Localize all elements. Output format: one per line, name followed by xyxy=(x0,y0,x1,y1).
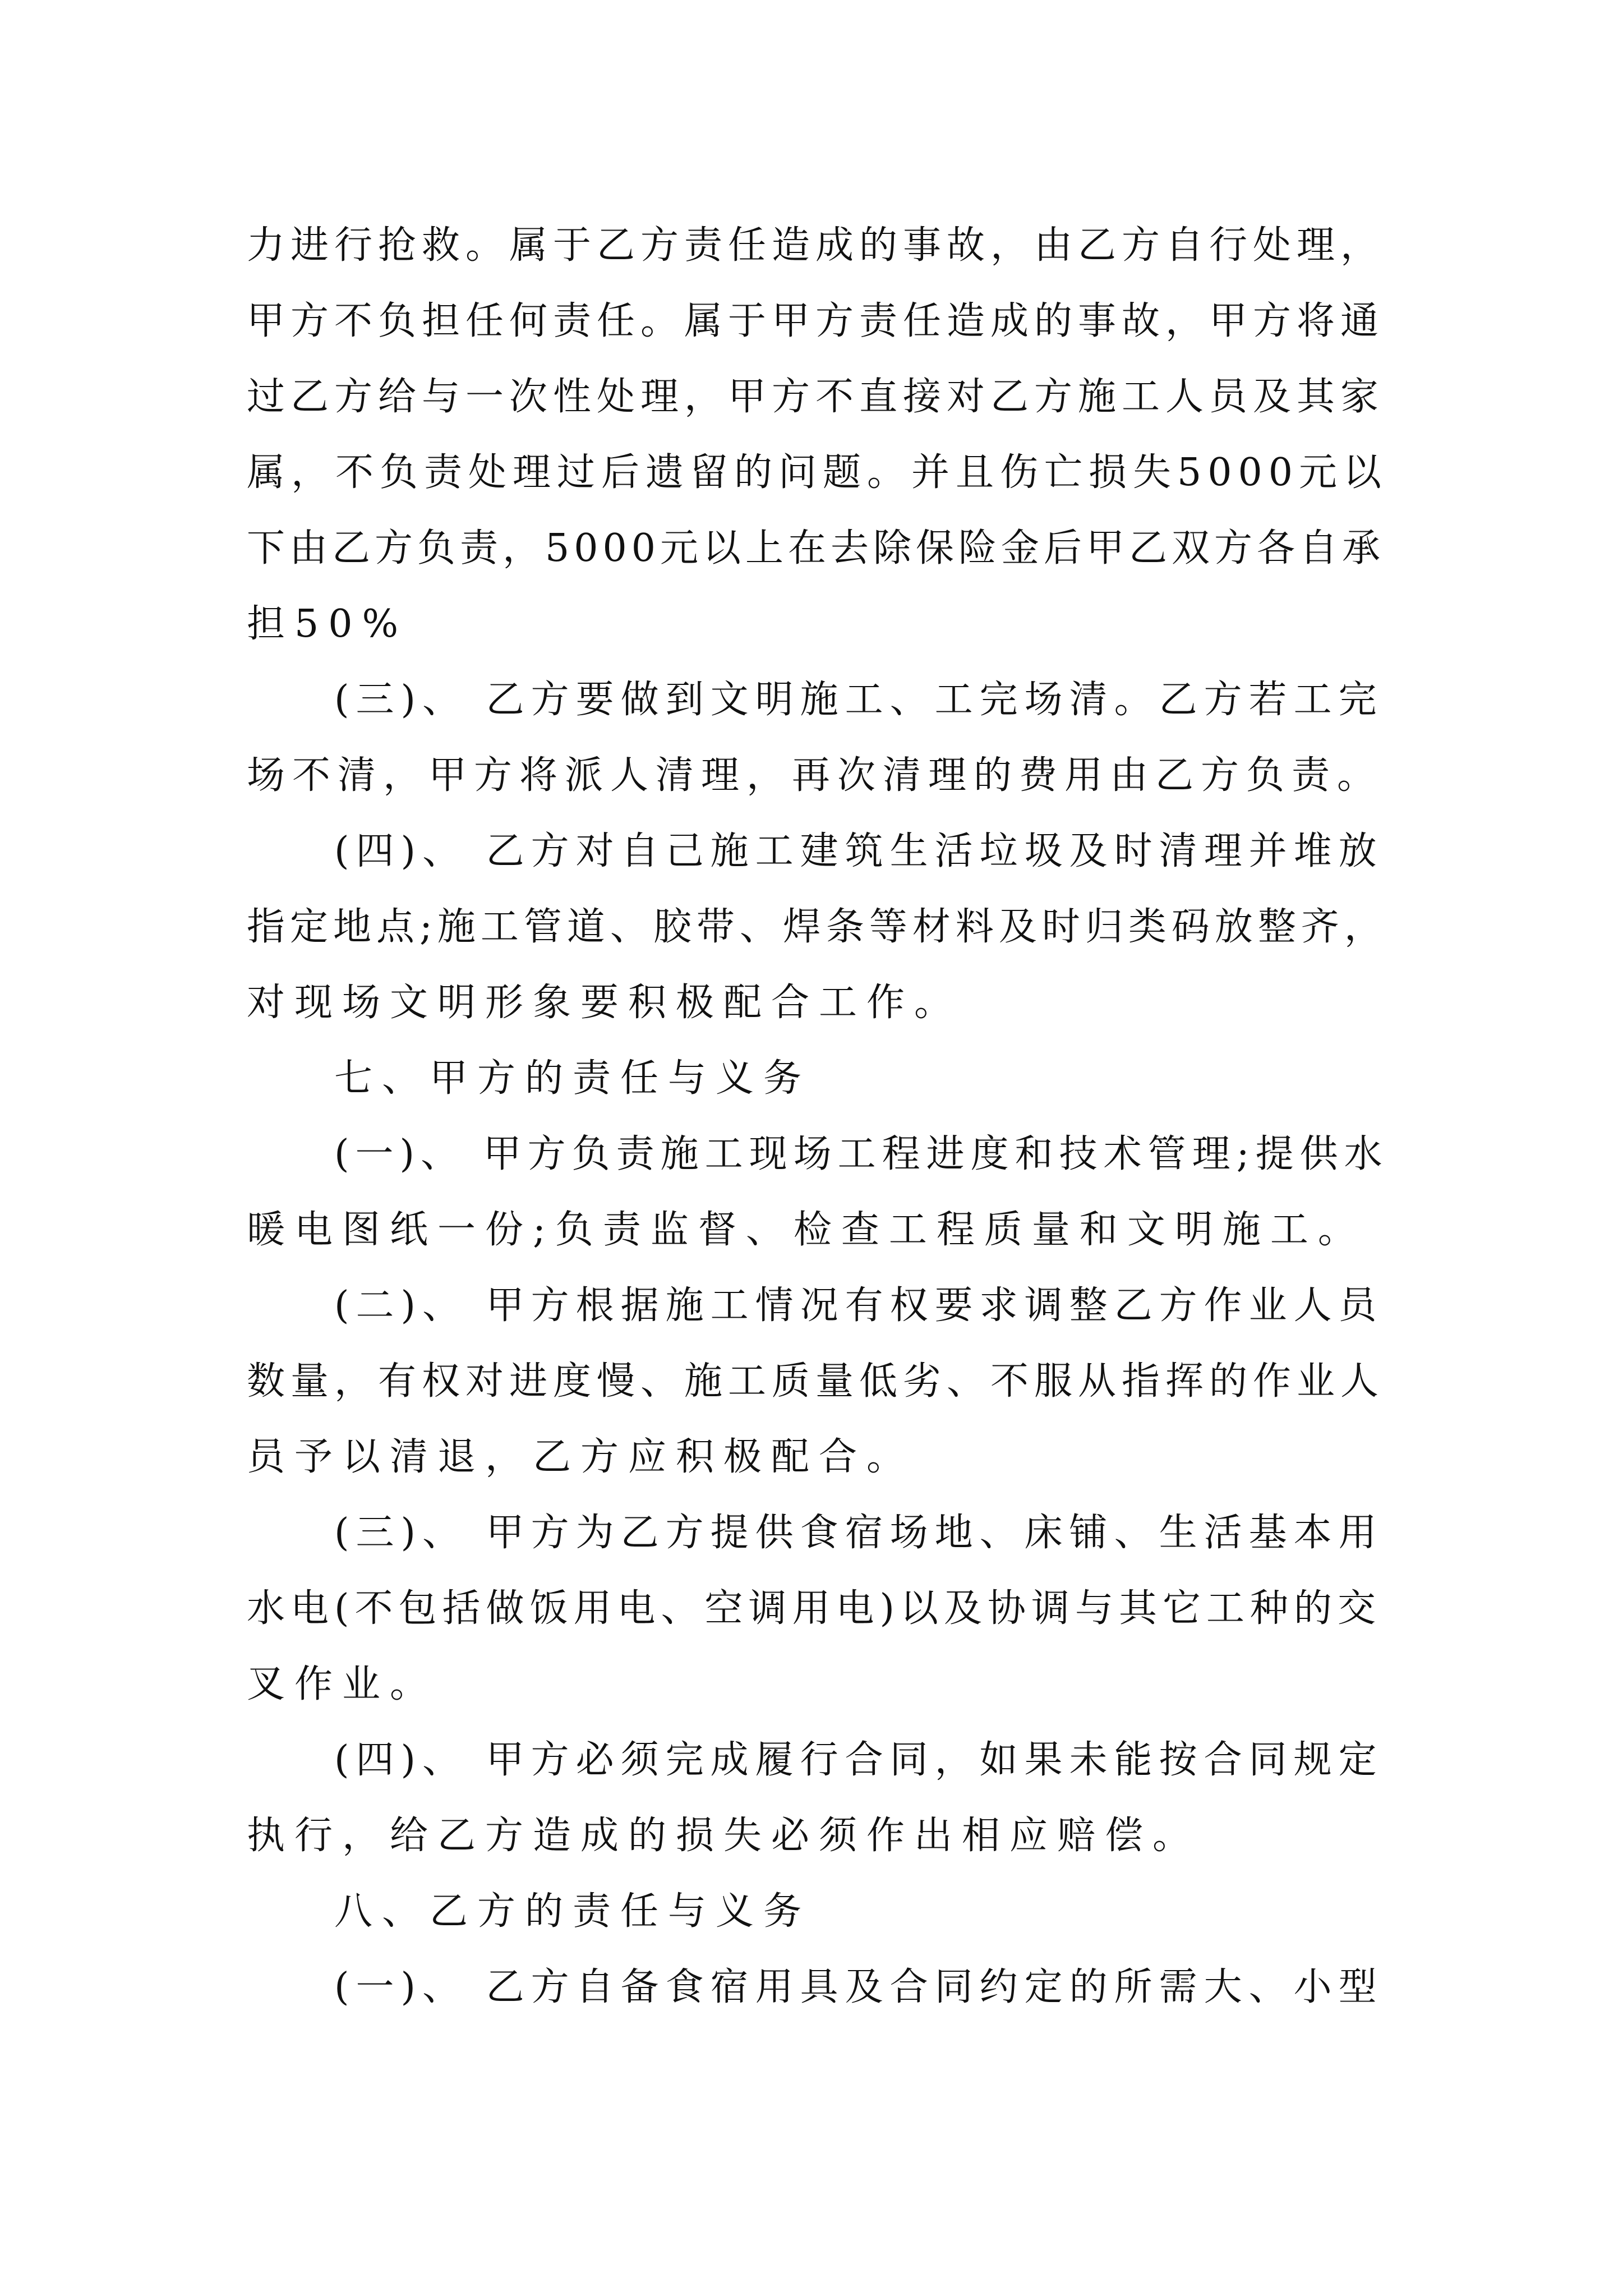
clause-line: (一)、 乙方自备食宿用具及合同约定的所需大、小型 xyxy=(334,1965,1384,2009)
body-text-line: 暖电图纸一份;负责监督、检查工程质量和文明施工。 xyxy=(247,1208,1366,1252)
body-text-line: 指定地点;施工管道、胶带、焊条等材料及时归类码放整齐， xyxy=(247,905,1387,949)
clause-line: (二)、 甲方根据施工情况有权要求调整乙方作业人员 xyxy=(334,1283,1384,1328)
body-text-line: 数量，有权对进度慢、施工质量低劣、不服从指挥的作业人 xyxy=(247,1359,1385,1404)
clause-line: (一)、 甲方负责施工现场工程进度和技术管理;提供水 xyxy=(334,1132,1389,1176)
clause-line: (三)、 甲方为乙方提供食宿场地、床铺、生活基本用 xyxy=(334,1511,1384,1555)
body-text-line: 过乙方给与一次性处理，甲方不直接对乙方施工人员及其家 xyxy=(247,375,1385,419)
section-heading: 八、乙方的责任与义务 xyxy=(334,1889,811,1934)
body-text-line: 场不清，甲方将派人清理，再次清理的费用由乙方负责。 xyxy=(247,753,1383,798)
body-text-line: 叉作业。 xyxy=(247,1662,438,1706)
section-heading: 七、甲方的责任与义务 xyxy=(334,1056,811,1101)
body-text-line: 水电(不包括做饭用电、空调用电)以及协调与其它工种的交 xyxy=(247,1586,1382,1631)
clause-line: (三)、 乙方要做到文明施工、工完场清。乙方若工完 xyxy=(334,678,1384,722)
body-text-line: 执行，给乙方造成的损失必须作出相应赔偿。 xyxy=(247,1814,1201,1858)
body-text-line: 力进行抢救。属于乙方责任造成的事故，由乙方自行处理， xyxy=(247,223,1385,268)
clause-line: (四)、 甲方必须完成履行合同，如果未能按合同规定 xyxy=(334,1738,1384,1782)
body-text-line: 担50% xyxy=(247,602,408,646)
body-text-line: 下由乙方负责，5000元以上在去除保险金后甲乙双方各自承 xyxy=(247,526,1385,570)
body-text-line: 甲方不负担任何责任。属于甲方责任造成的事故，甲方将通 xyxy=(247,299,1385,343)
body-text-line: 对现场文明形象要积极配合工作。 xyxy=(247,981,962,1025)
body-text-line: 员予以清退，乙方应积极配合。 xyxy=(247,1435,915,1479)
body-text-line: 属，不负责处理过后遗留的问题。并且伤亡损失5000元以 xyxy=(247,450,1388,495)
clause-line: (四)、 乙方对自己施工建筑生活垃圾及时清理并堆放 xyxy=(334,829,1384,873)
